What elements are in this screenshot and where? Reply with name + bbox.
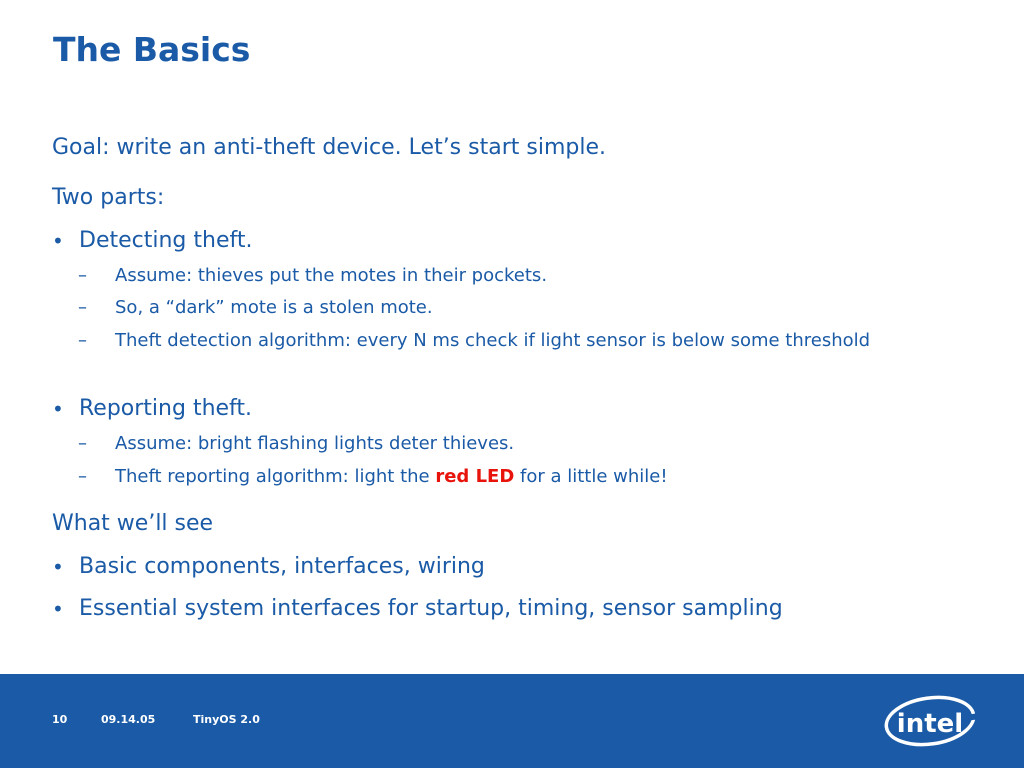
sub-item-text: So, a “dark” mote is a stolen mote. <box>115 297 433 318</box>
sub-item-prefix: Theft reporting algorithm: light the <box>115 466 436 487</box>
bullet-reporting-label: Reporting theft. <box>79 396 253 421</box>
sub-item-text <box>115 463 985 490</box>
footer-bar <box>0 674 1024 768</box>
sub-item-suffix: for a little while! <box>514 466 668 487</box>
dash-icon: – <box>78 466 87 487</box>
sub-item-text: Theft detection algorithm: every N ms check if light sensor is below some threshold <box>115 330 871 351</box>
goal-text: Goal: write an anti-theft device. Let’s start simple. <box>52 135 606 160</box>
what-we-see-heading: What we’ll see <box>52 511 214 536</box>
dash-icon: – <box>78 297 87 318</box>
deck-name: TinyOS 2.0 <box>193 713 260 726</box>
bullet-dot-icon: • <box>52 555 64 579</box>
two-parts-heading: Two parts: <box>52 185 165 210</box>
dash-icon: – <box>78 330 87 351</box>
sub-item-text: Assume: bright flashing lights deter thieves. <box>115 433 515 454</box>
bullet-dot-icon: • <box>52 229 64 253</box>
bullet-see-label: Essential system interfaces for startup, timing, sensor sampling <box>79 596 783 621</box>
bullet-detecting-label: Detecting theft. <box>79 228 253 253</box>
bullet-dot-icon: • <box>52 597 64 621</box>
slide-title: The Basics <box>53 30 251 69</box>
slide-date: 09.14.05 <box>101 713 156 726</box>
dash-icon: – <box>78 433 87 454</box>
red-led-highlight: red LED <box>435 466 515 487</box>
intel-logo-text: intel <box>896 709 964 739</box>
slide-number: 10 <box>52 713 68 726</box>
sub-item-text: Assume: thieves put the motes in their pockets. <box>115 265 548 286</box>
bullet-see-label: Basic components, interfaces, wiring <box>79 554 485 579</box>
intel-logo <box>880 690 980 750</box>
bullet-dot-icon: • <box>52 397 64 421</box>
dash-icon: – <box>78 265 87 286</box>
